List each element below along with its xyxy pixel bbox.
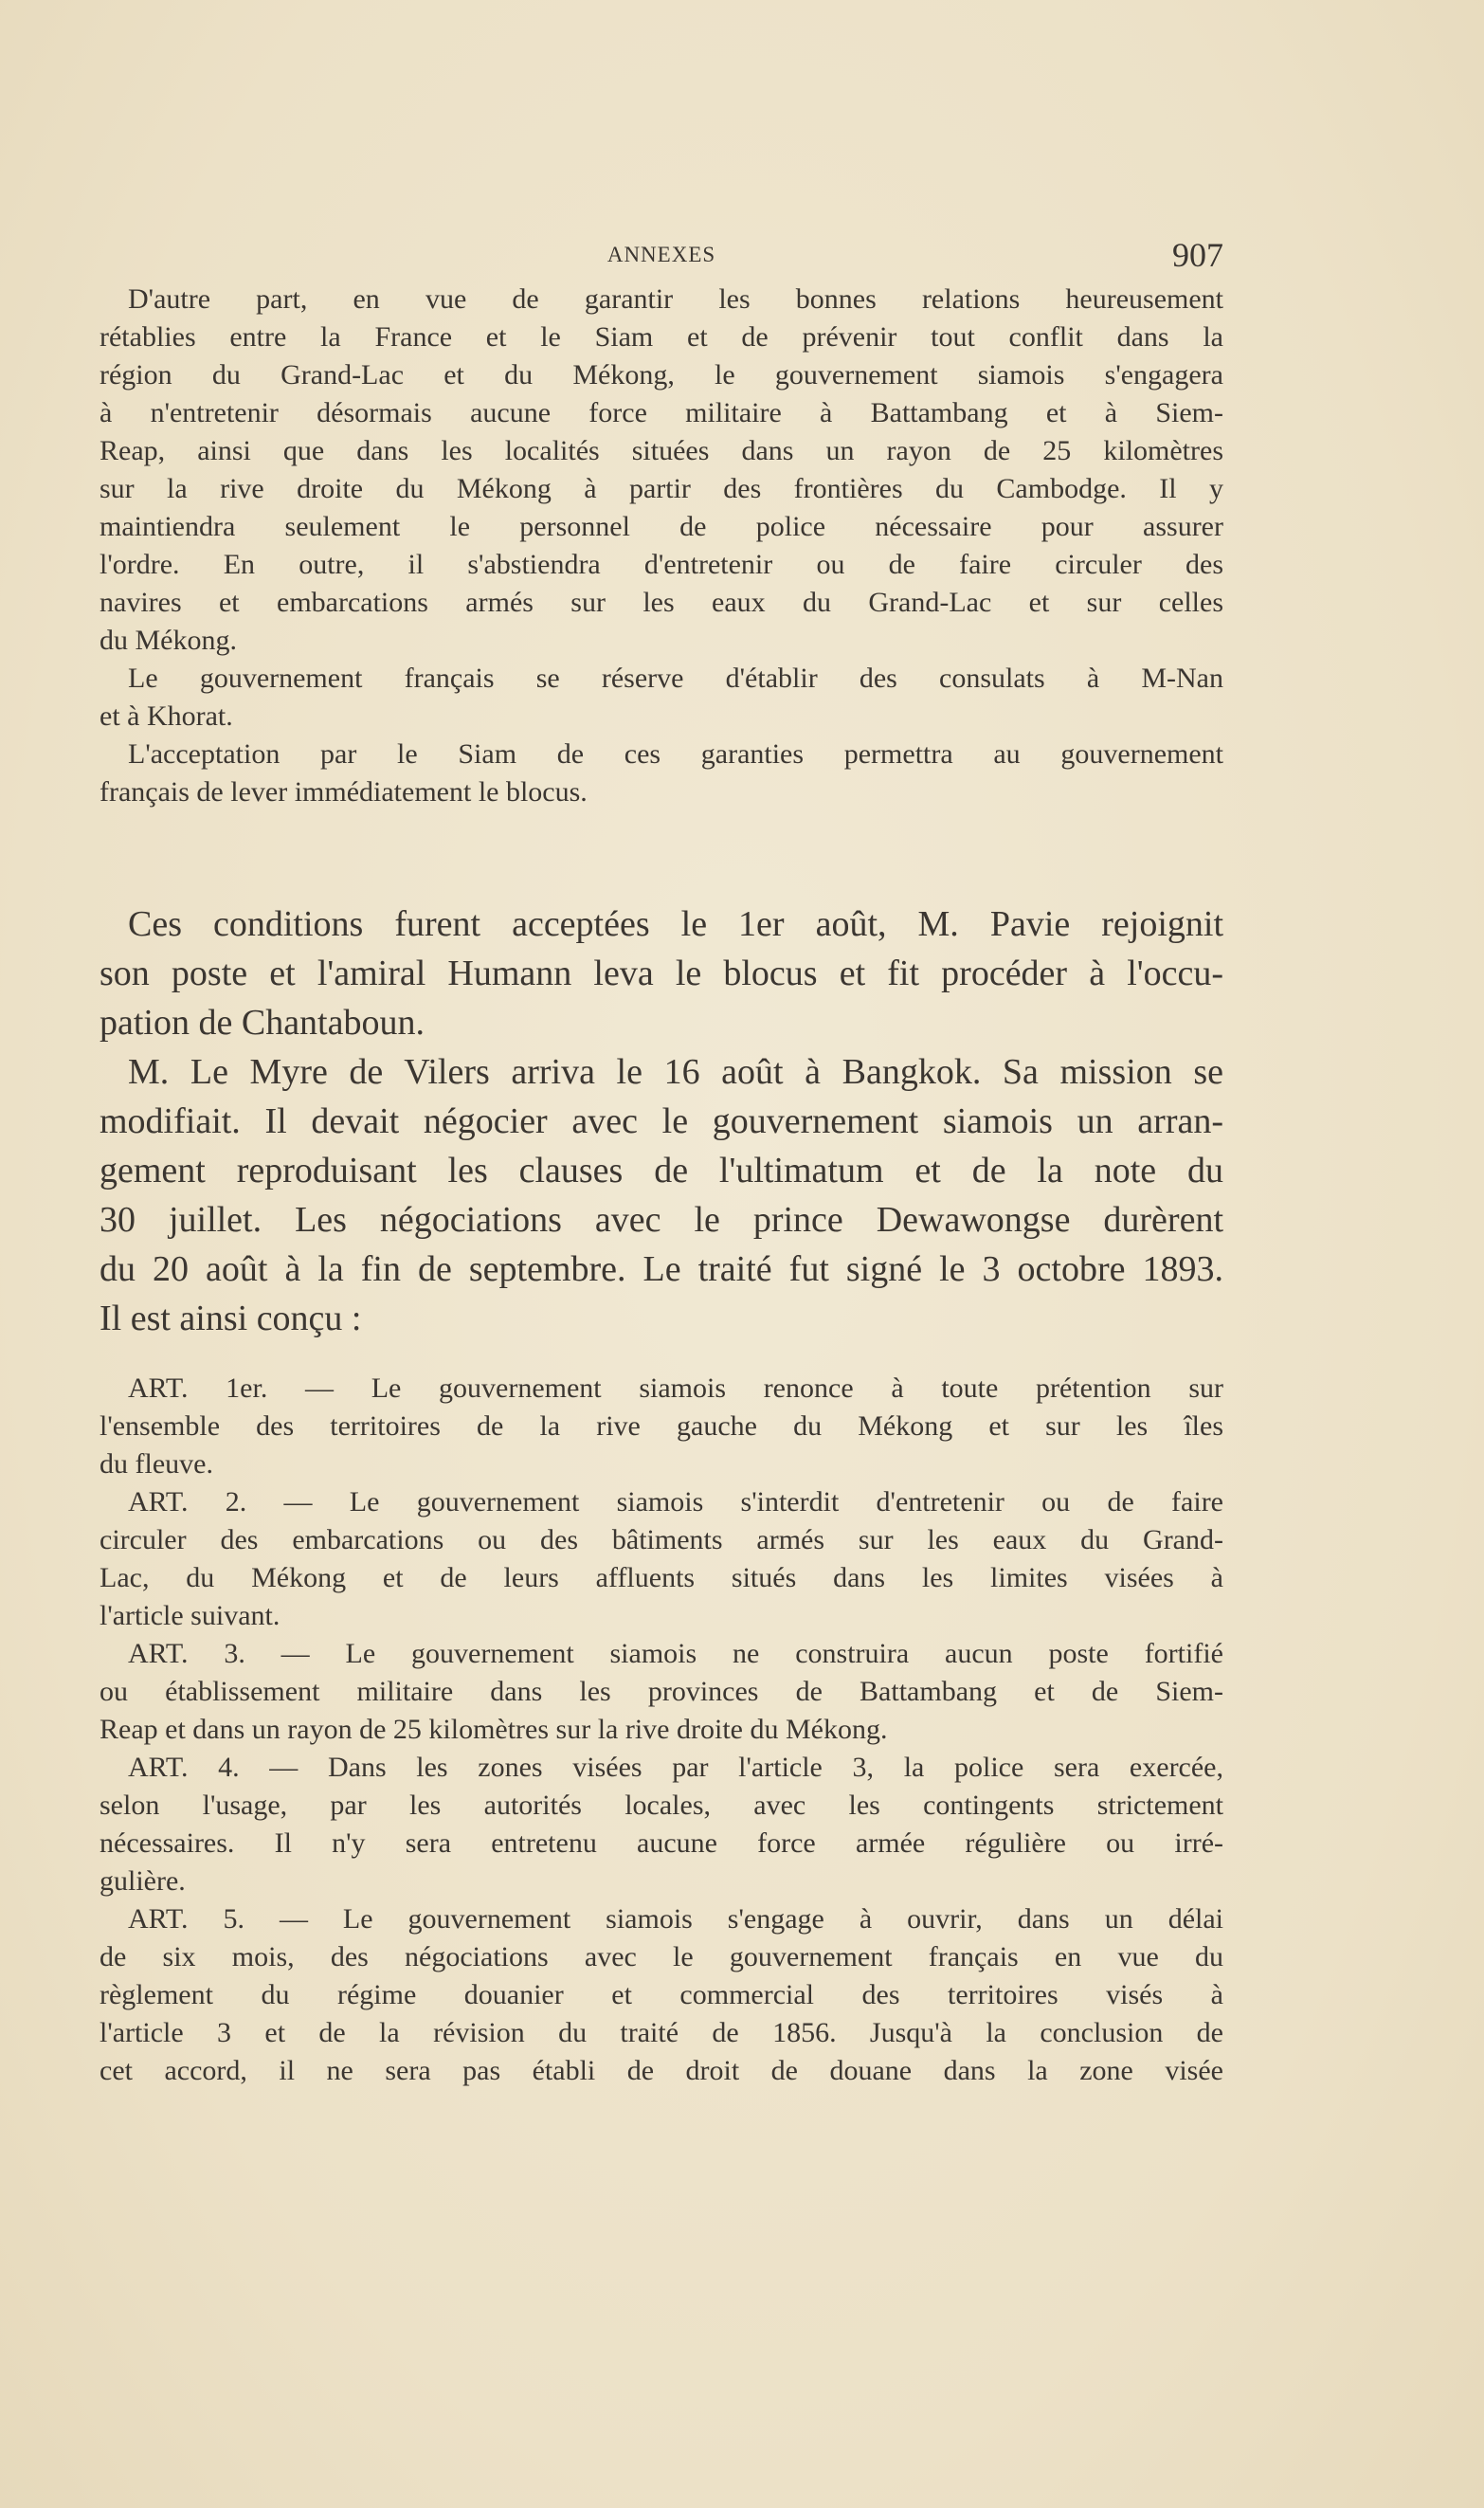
text-line: sur la rive droite du Mékong à partir des frontières du Cambodge. Il y: [100, 473, 1223, 504]
treaty-article: [100, 1483, 1223, 1635]
text-line: et à Khorat.: [100, 700, 233, 732]
text-line: Lac, du Mékong et de leurs affluents situés dans les limites visées à: [100, 1562, 1223, 1593]
text-line: circuler des embarcations ou des bâtiments armés sur les eaux du Grand-: [100, 1524, 1223, 1555]
text-line: règlement du régime douanier et commercial des territoires visés à: [100, 1979, 1223, 2010]
treaty-article: [100, 1635, 1223, 1749]
text-line: L'acceptation par le Siam de ces garanties permettra au gouvernement: [128, 738, 1223, 770]
text-line: rétablies entre la France et le Siam et de prévenir tout conflit dans la: [100, 321, 1223, 353]
text-line: Il est ainsi conçu :: [100, 1299, 362, 1338]
paragraph: [100, 281, 1223, 660]
text-line: pation de Chantaboun.: [100, 1003, 425, 1043]
text-line: son poste et l'amiral Humann leva le blocus et fit procéder à l'occu-: [100, 954, 1223, 993]
text-line: Ces conditions furent acceptées le 1er août, M. Pavie rejoignit: [128, 904, 1223, 944]
ultimatum-note-block: [100, 281, 1223, 811]
text-line: du 20 août à la fin de septembre. Le traité fut signé le 3 octobre 1893.: [100, 1249, 1223, 1289]
narrative-block: [100, 900, 1223, 1343]
text-line: l'article suivant.: [100, 1600, 281, 1631]
page-number: 907: [1172, 236, 1223, 274]
text-line: Reap et dans un rayon de 25 kilomètres sur la rive droite du Mékong.: [100, 1714, 888, 1745]
paragraph: [100, 900, 1223, 1047]
text-line: 30 juillet. Les négociations avec le prince Dewawongse durèrent: [100, 1200, 1223, 1240]
text-line: ART. 3. — Le gouvernement siamois ne construira aucun poste fortifié: [128, 1638, 1223, 1669]
text-line: français de lever immédiatement le blocus.: [100, 776, 588, 808]
text-line: du fleuve.: [100, 1448, 213, 1480]
text-line: cet accord, il ne sera pas établi de droit de douane dans la zone visée: [100, 2055, 1223, 2086]
treaty-article: [100, 1900, 1223, 2090]
text-line: région du Grand-Lac et du Mékong, le gouvernement siamois s'engagera: [100, 359, 1223, 391]
text-line: ART. 2. — Le gouvernement siamois s'interdit d'entretenir ou de faire: [128, 1486, 1223, 1518]
text-line: ART. 4. — Dans les zones visées par l'article 3, la police sera exercée,: [128, 1752, 1223, 1783]
treaty-article: [100, 1370, 1223, 1483]
text-line: nécessaires. Il n'y sera entretenu aucune force armée régulière ou irré-: [100, 1827, 1223, 1859]
running-head-title: ANNEXES: [606, 243, 716, 266]
text-line: selon l'usage, par les autorités locales, avec les contingents strictement: [100, 1790, 1223, 1821]
paragraph: [100, 1047, 1223, 1343]
text-line: l'ensemble des territoires de la rive gauche du Mékong et sur les îles: [100, 1410, 1223, 1442]
treaty-articles-block: [100, 1370, 1223, 2090]
text-line: navires et embarcations armés sur les eaux du Grand-Lac et sur celles: [100, 587, 1223, 618]
paragraph: [100, 660, 1223, 736]
running-head: [100, 235, 1223, 273]
text-line: maintiendra seulement le personnel de police nécessaire pour assurer: [100, 511, 1223, 542]
text-line: D'autre part, en vue de garantir les bonnes relations heureusement: [128, 283, 1223, 315]
text-line: à n'entretenir désormais aucune force militaire à Battambang et à Siem-: [100, 397, 1223, 428]
text-line: modifiait. Il devait négocier avec le gouvernement siamois un arran-: [100, 1101, 1223, 1141]
text-line: ART. 1er. — Le gouvernement siamois renonce à toute prétention sur: [128, 1372, 1223, 1404]
text-line: ou établissement militaire dans les provinces de Battambang et de Siem-: [100, 1676, 1223, 1707]
text-line: l'ordre. En outre, il s'abstiendra d'entretenir ou de faire circuler des: [100, 549, 1223, 580]
text-line: du Mékong.: [100, 625, 237, 656]
text-line: M. Le Myre de Vilers arriva le 16 août à Bangkok. Sa mission se: [128, 1052, 1223, 1092]
treaty-article: [100, 1749, 1223, 1900]
text-line: gement reproduisant les clauses de l'ultimatum et de la note du: [100, 1151, 1223, 1190]
text-line: Reap, ainsi que dans les localités situées dans un rayon de 25 kilomètres: [100, 435, 1223, 466]
paragraph: [100, 736, 1223, 811]
text-line: de six mois, des négociations avec le gouvernement français en vue du: [100, 1941, 1223, 1972]
text-line: gulière.: [100, 1865, 186, 1897]
text-line: ART. 5. — Le gouvernement siamois s'engage à ouvrir, dans un délai: [128, 1903, 1223, 1935]
text-line: l'article 3 et de la révision du traité de 1856. Jusqu'à la conclusion de: [100, 2017, 1223, 2048]
text-line: Le gouvernement français se réserve d'établir des consulats à M-Nan: [128, 663, 1223, 694]
